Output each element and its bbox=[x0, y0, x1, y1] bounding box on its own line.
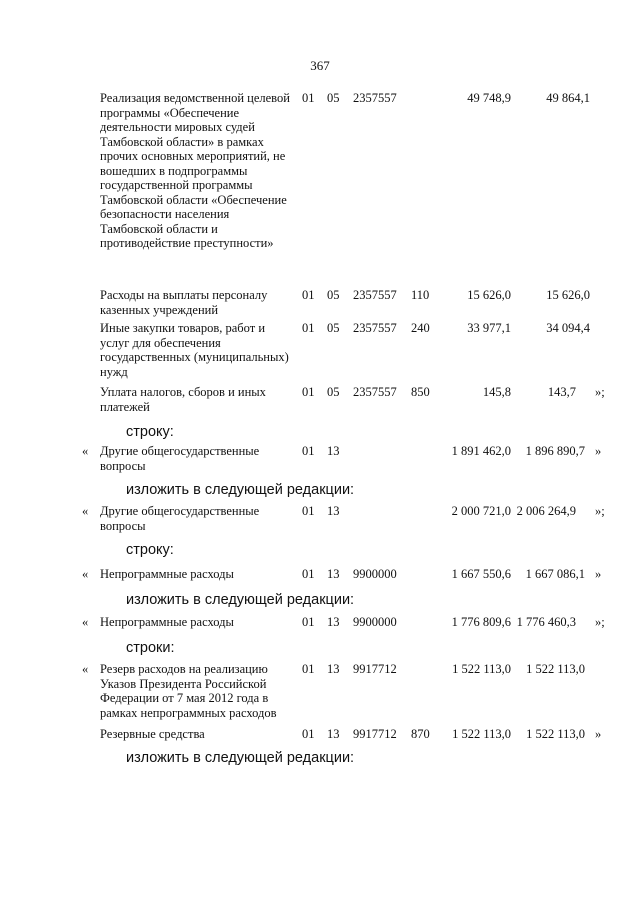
vr-code: 240 bbox=[411, 321, 430, 335]
csr-code: 2357557 bbox=[353, 288, 397, 302]
value-year2: 1 522 113,0 bbox=[526, 727, 585, 741]
closing-quote: »; bbox=[595, 615, 605, 629]
value-year2: 143,7 bbox=[547, 385, 576, 399]
vr-code: 110 bbox=[411, 288, 430, 302]
value-year1: 15 626,0 bbox=[467, 288, 511, 302]
value-year1: 145,8 bbox=[482, 385, 511, 399]
value-year2: 49 864,1 bbox=[546, 91, 590, 105]
value-year1: 1 522 113,0 bbox=[452, 662, 511, 676]
value-year1: 1 522 113,0 bbox=[452, 727, 511, 741]
pr-code: 13 bbox=[327, 727, 340, 741]
rz-code: 01 bbox=[302, 727, 315, 741]
value-year1: 1 667 550,6 bbox=[451, 567, 511, 581]
rz-code: 01 bbox=[302, 662, 315, 676]
pr-code: 05 bbox=[327, 288, 340, 302]
csr-code: 9900000 bbox=[353, 567, 397, 581]
rz-code: 01 bbox=[302, 504, 315, 518]
row-name: Иные закупки товаров, работ и услуг для обеспечения государственных (муниципальных) нужд bbox=[100, 321, 289, 379]
pr-code: 13 bbox=[327, 504, 340, 518]
pr-code: 05 bbox=[327, 385, 340, 399]
rz-code: 01 bbox=[302, 288, 315, 302]
csr-code: 2357557 bbox=[353, 321, 397, 335]
pr-code: 13 bbox=[327, 662, 340, 676]
value-year2: 34 094,4 bbox=[546, 321, 590, 335]
opening-quote: « bbox=[82, 662, 89, 676]
closing-quote: » bbox=[595, 444, 602, 458]
instruction-izlozhit: изложить в следующей редакции: bbox=[126, 592, 355, 608]
value-year1: 2 000 721,0 bbox=[451, 504, 511, 518]
row-name: Другие общегосударственные вопросы bbox=[100, 504, 260, 533]
pr-code: 13 bbox=[327, 444, 340, 458]
row-name: Реализация ведомственной целевой программы «Обеспечение деятельности мировых судей Тамбовской области» в рамках прочих основных мероприятий, не вошедших в подпрограммы государственной программы Тамбовской области «Обеспечение безопасности населения Тамбовской области и противодействие преступности» bbox=[100, 91, 290, 250]
rz-code: 01 bbox=[302, 615, 315, 629]
closing-quote: »; bbox=[595, 504, 605, 518]
closing-quote: »; bbox=[595, 385, 605, 399]
value-year2: 1 522 113,0 bbox=[526, 662, 585, 676]
instruction-stroku: строку: bbox=[126, 542, 174, 558]
row-name: Непрограммные расходы bbox=[100, 567, 234, 581]
row-name: Уплата налогов, сборов и иных платежей bbox=[100, 385, 266, 414]
rz-code: 01 bbox=[302, 444, 315, 458]
instruction-izlozhit: изложить в следующей редакции: bbox=[126, 750, 355, 766]
instruction-izlozhit: изложить в следующей редакции: bbox=[126, 482, 355, 498]
rz-code: 01 bbox=[302, 321, 315, 335]
value-year2: 15 626,0 bbox=[546, 288, 590, 302]
vr-code: 850 bbox=[411, 385, 430, 399]
instruction-stroku: строку: bbox=[126, 424, 174, 440]
value-year1: 49 748,9 bbox=[467, 91, 511, 105]
value-year2: 1 896 890,7 bbox=[525, 444, 585, 458]
instruction-stroki: строки: bbox=[126, 640, 175, 656]
row-name: Расходы на выплаты персоналу казенных учреждений bbox=[100, 288, 268, 317]
value-year1: 33 977,1 bbox=[467, 321, 511, 335]
pr-code: 05 bbox=[327, 321, 340, 335]
closing-quote: » bbox=[595, 727, 602, 741]
value-year1: 1 776 809,6 bbox=[451, 615, 511, 629]
csr-code: 9917712 bbox=[353, 662, 397, 676]
value-year2: 1 776 460,3 bbox=[516, 615, 576, 629]
csr-code: 2357557 bbox=[353, 91, 397, 105]
row-name: Резервные средства bbox=[100, 727, 205, 741]
opening-quote: « bbox=[82, 444, 89, 458]
row-name: Другие общегосударственные вопросы bbox=[100, 444, 260, 473]
closing-quote: » bbox=[595, 567, 602, 581]
value-year1: 1 891 462,0 bbox=[451, 444, 511, 458]
row-name: Резерв расходов на реализацию Указов Президента Российской Федерации от 7 мая 2012 года в рамках непрограммных расходов bbox=[100, 662, 277, 720]
csr-code: 9917712 bbox=[353, 727, 397, 741]
vr-code: 870 bbox=[411, 727, 430, 741]
value-year2: 2 006 264,9 bbox=[516, 504, 576, 518]
opening-quote: « bbox=[82, 504, 89, 518]
rz-code: 01 bbox=[302, 385, 315, 399]
row-name: Непрограммные расходы bbox=[100, 615, 234, 629]
pr-code: 13 bbox=[327, 567, 340, 581]
opening-quote: « bbox=[82, 615, 89, 629]
opening-quote: « bbox=[82, 567, 89, 581]
value-year2: 1 667 086,1 bbox=[525, 567, 585, 581]
csr-code: 2357557 bbox=[353, 385, 397, 399]
pr-code: 05 bbox=[327, 91, 340, 105]
rz-code: 01 bbox=[302, 567, 315, 581]
rz-code: 01 bbox=[302, 91, 315, 105]
pr-code: 13 bbox=[327, 615, 340, 629]
csr-code: 9900000 bbox=[353, 615, 397, 629]
page-number: 367 bbox=[310, 58, 330, 73]
